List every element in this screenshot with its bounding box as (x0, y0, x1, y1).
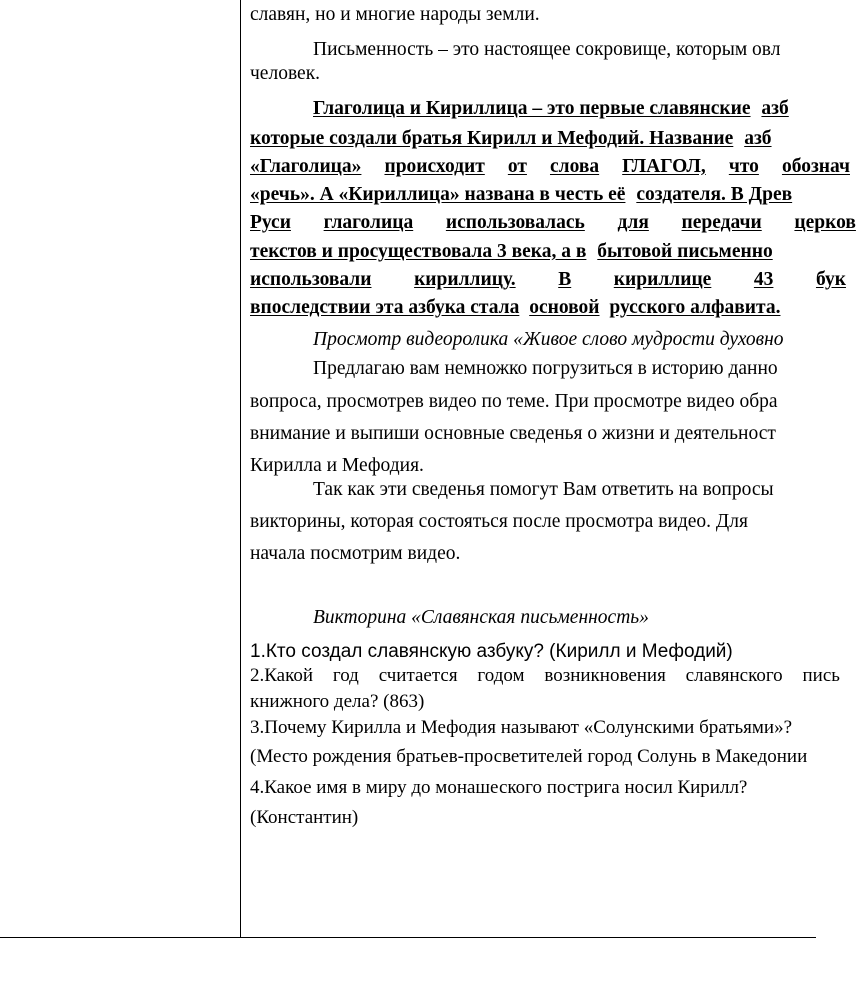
quiz-question-2-tail: книжного дела? (863) (250, 691, 425, 712)
bold-text: впоследствии эта азбука стала (250, 297, 520, 318)
bold-text: ГЛАГОЛ, (622, 156, 706, 177)
bold-text: азб (761, 98, 789, 119)
intro-line-3: человек. (250, 63, 321, 84)
bold-text: бытовой письменно (597, 241, 773, 262)
bold-text: кириллице (613, 269, 712, 290)
video-line-3: внимание и выпиши основные сведенья о жизни и деятельност (250, 423, 776, 444)
bold-text: передачи (681, 212, 762, 233)
quiz-word: славянского (685, 665, 783, 686)
bold-line-5 (250, 211, 856, 235)
video-line-2: вопроса, просмотрев видео по теме. При просмотре видео обра (250, 391, 778, 412)
video-line-1: Предлагаю вам немножко погрузиться в историю данно (313, 358, 778, 379)
bold-text: церков (794, 212, 856, 233)
video-title: Просмотр видеоролика «Живое слово мудрости духовно (313, 329, 784, 350)
bold-text: слова (549, 156, 600, 177)
bold-text: от (507, 156, 527, 177)
quiz-title: Викторина «Славянская письменность» (313, 607, 649, 628)
bold-text: «Глаголица» (250, 156, 362, 177)
bold-text: создателя. В Древ (636, 184, 793, 205)
bold-text: использовалась (445, 212, 585, 233)
bold-text: В (558, 269, 572, 290)
bold-text: кириллицу. (414, 269, 516, 290)
bold-text: бук (815, 269, 846, 290)
bold-text: Глаголица и Кириллица – это первые славянские (313, 98, 751, 119)
bold-text: азб (744, 128, 772, 149)
bold-text: для (617, 212, 649, 233)
quiz-answer-3: (Место рождения братьев-просветителей город Солунь в Македонии (250, 746, 808, 767)
bold-line-3 (250, 155, 850, 179)
video-line-4: Кирилла и Мефодия. (250, 455, 424, 476)
quiz-intro-line-3: начала посмотрим видео. (250, 543, 461, 564)
bold-line-4 (250, 183, 792, 207)
bold-text: 43 (753, 269, 774, 290)
bold-text: Руси (250, 212, 291, 233)
quiz-word: 2.Какой (250, 665, 314, 686)
quiz-intro-line-2: викторины, которая состояться после просмотра видео. Для (250, 511, 748, 532)
quiz-intro-line-1: Так как эти сведенья помогут Вам ответить на вопросы (313, 479, 774, 500)
bold-text: обознач (781, 156, 850, 177)
bold-line-6 (250, 240, 773, 264)
quiz-answer-4: (Константин) (250, 807, 359, 828)
bold-line-2 (250, 127, 772, 151)
quiz-word: годом (477, 665, 525, 686)
bold-text: «речь». А «Кириллица» названа в честь её (250, 184, 626, 205)
bold-text: русского алфавита. (609, 297, 781, 318)
intro-line-2: Письменность – это настоящее сокровище, которым овл (313, 39, 781, 60)
bold-text: что (728, 156, 759, 177)
quiz-word: возникновения (544, 665, 666, 686)
bold-line-1 (313, 97, 789, 121)
bold-text: происходит (384, 156, 485, 177)
bold-text: основой (529, 297, 600, 318)
quiz-question-4: 4.Какое имя в миру до монашеского пострига носил Кирилл? (250, 777, 748, 798)
bold-text: текстов и просуществовала 3 века, а в (250, 241, 587, 262)
bold-text: которые создали братья Кирилл и Мефодий. Название (250, 128, 734, 149)
content-cell (250, 0, 856, 930)
bold-line-7 (250, 268, 846, 292)
quiz-question-2 (250, 664, 840, 688)
quiz-word: пись (802, 665, 840, 686)
table-bottom-border (0, 937, 816, 938)
quiz-question-3: 3.Почему Кирилла и Мефодия называют «Солунскими братьями»? (250, 717, 793, 738)
bold-line-8 (250, 296, 780, 320)
quiz-word: считается (378, 665, 458, 686)
intro-line-1: славян, но и многие народы земли. (250, 4, 540, 25)
column-divider (240, 0, 241, 938)
bold-text: глаголица (323, 212, 414, 233)
bold-text: использовали (250, 269, 372, 290)
quiz-question-1: 1.Кто создал славянскую азбуку? (Кирилл и Мефодий) (250, 641, 733, 662)
quiz-word: год (332, 665, 359, 686)
